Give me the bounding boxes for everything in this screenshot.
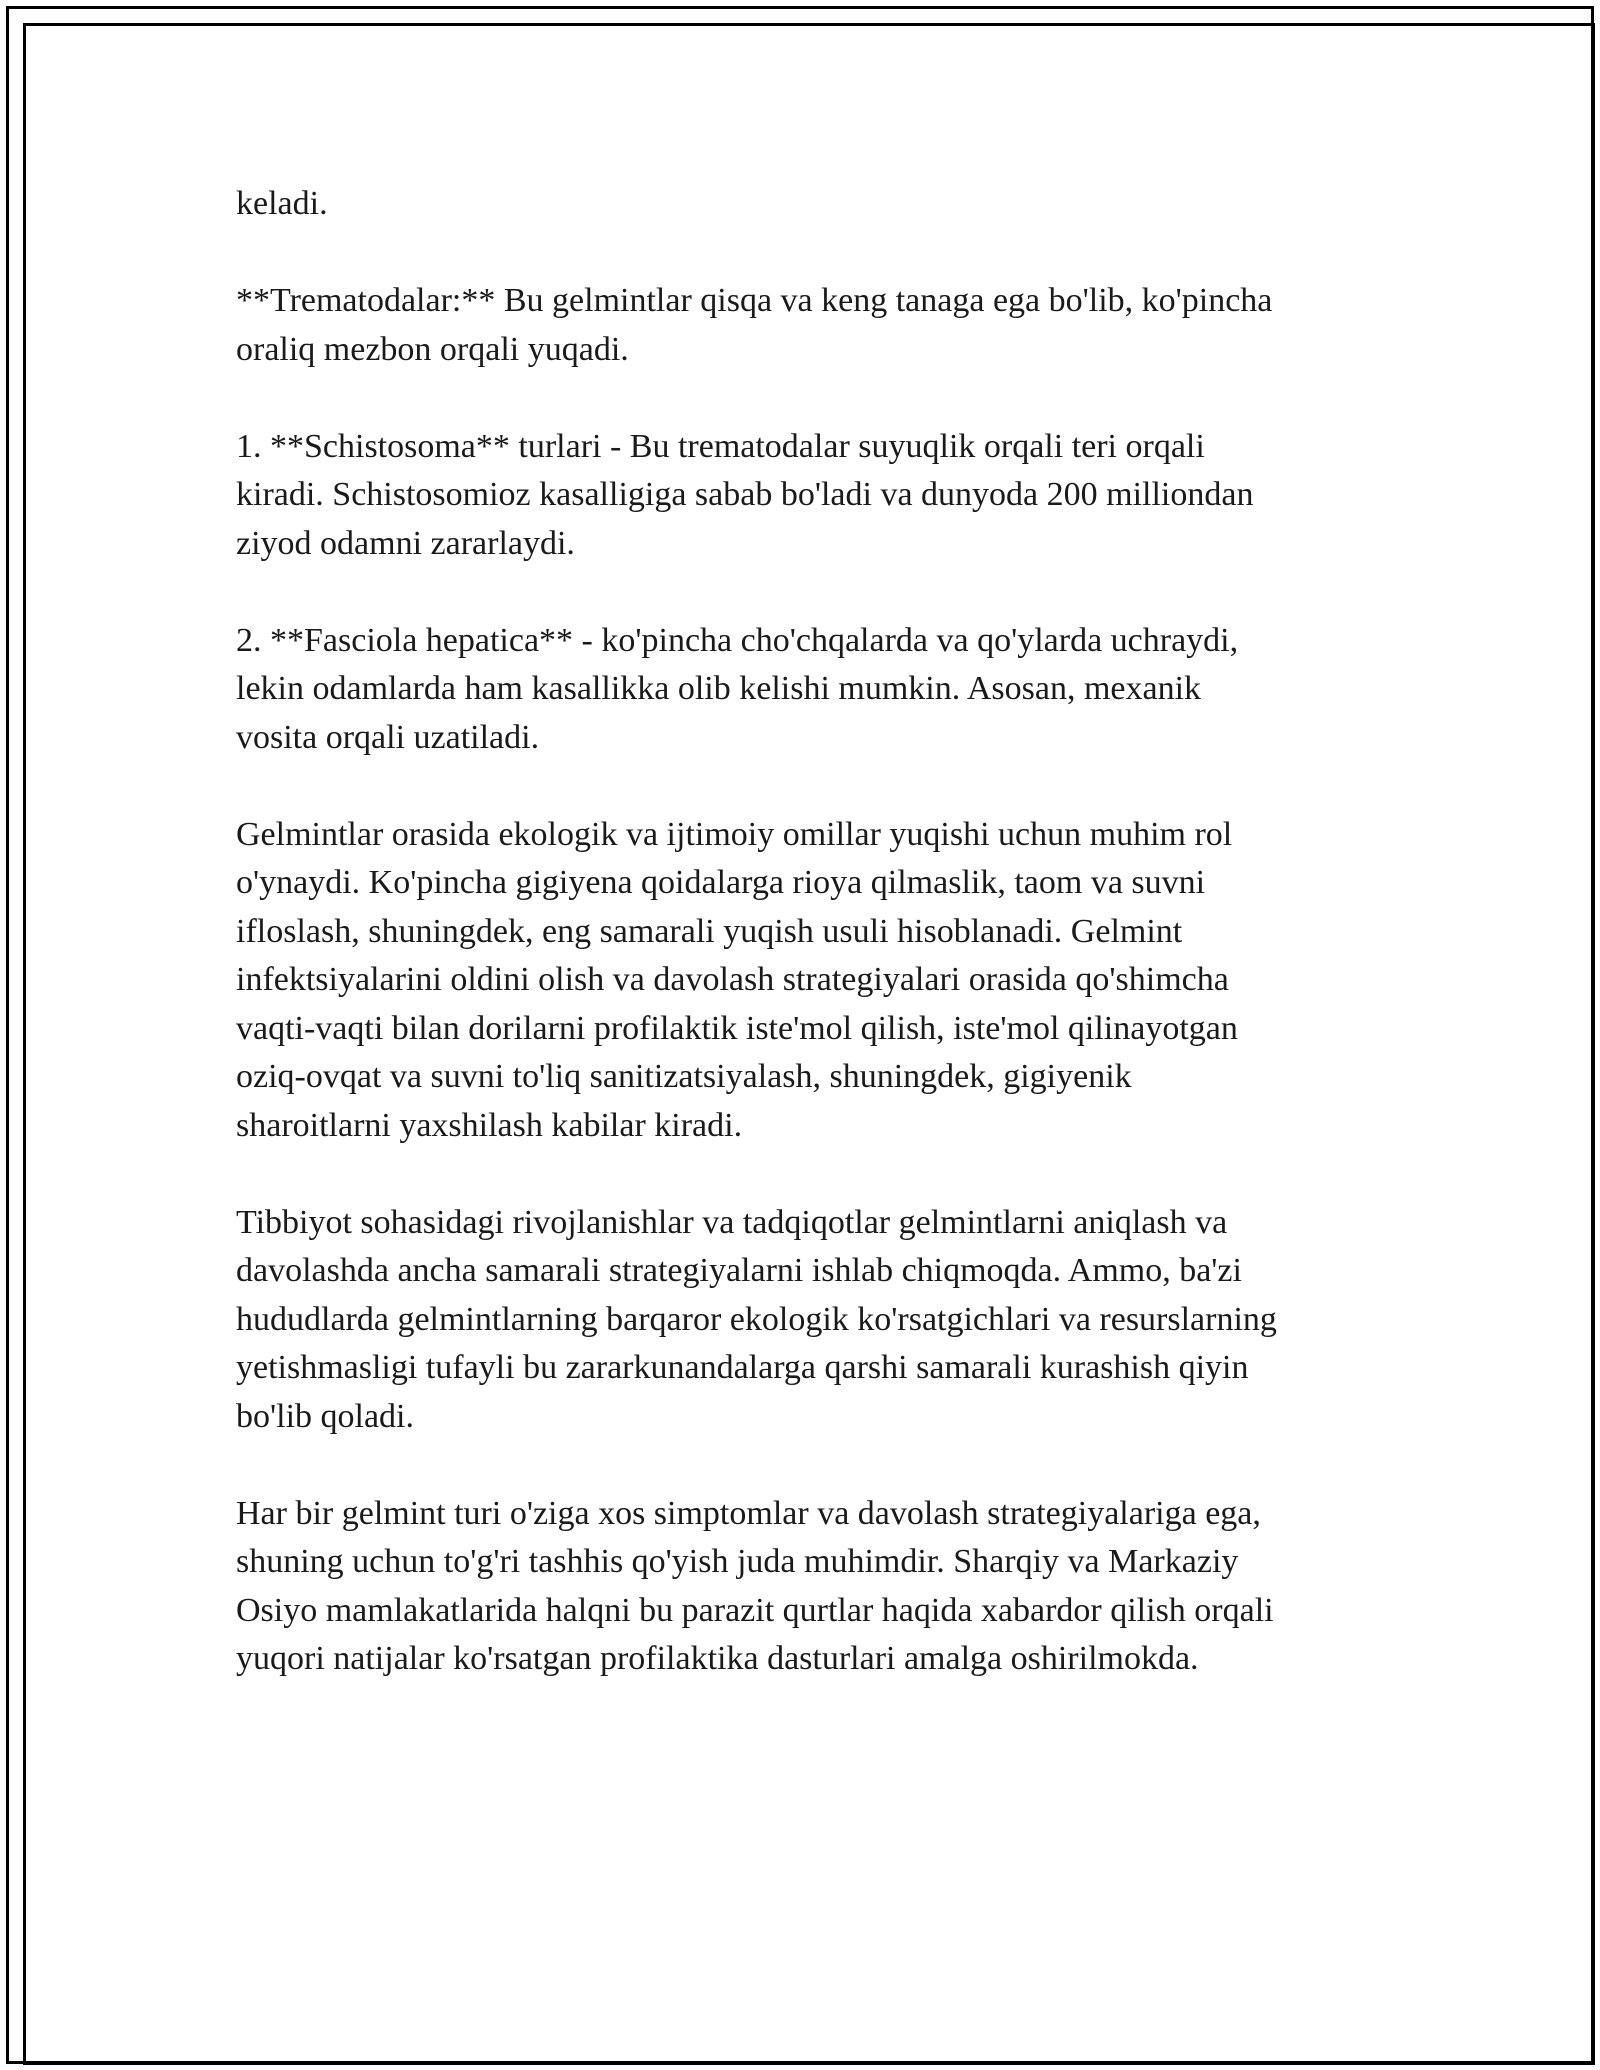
paragraph-diagnosis: Har bir gelmint turi o'ziga xos simptomlar va davolash strategiyalariga ega, shuning uchun to'g'ri tashhis qo'yish juda muhimdir. Sharqiy va Markaziy Osiyo mamlakatlarida halqni bu parazit qurtlar haqida xabardor qilish orqali yuqori natijalar ko'rsatgan profilaktika dasturlari amalga oshirilmokda.: [236, 1494, 1274, 1677]
paragraph-trematodes-intro: **Trematodalar:** Bu gelmintlar qisqa va keng tanaga ega bo'lib, ko'pincha oraliq mezbon orqali yuqadi.: [236, 282, 1273, 368]
document-body: [236, 180, 1366, 1732]
paragraph-ecological-factors: Gelmintlar orasida ekologik va ijtimoiy omillar yuqishi uchun muhim rol o'ynaydi. Ko'pincha gigiyena qoidalarga rioya qilmaslik, taom va suvni ifloslash, shuningdek, eng samarali yuqish usuli hisoblanadi. Gelmint infektsiyalarini oldini olish va davolash strategiyalari orasida qo'shimcha vaqti-vaqti bilan dorilarni profilaktik iste'mol qilish, iste'mol qilinayotgan oziq-ovqat va suvni to'liq sanitizatsiyalash, shuningdek, gigiyenik sharoitlarni yaxshilash kabilar kiradi.: [236, 815, 1238, 1144]
list-item-fasciola: 2. **Fasciola hepatica** - ko'pincha cho'chqalarda va qo'ylarda uchraydi, lekin odamlarda ham kasallikka olib kelishi mumkin. Asosan, mexanik vosita orqali uzatiladi.: [236, 621, 1239, 756]
paragraph-medical-research: Tibbiyot sohasidagi rivojlanishlar va tadqiqotlar gelmintlarni aniqlash va davolashda ancha samarali strategiyalarni ishlab chiqmoqda. Ammo, ba'zi hududlarda gelmintlarning barqaror ekologik ko'rsatgichlari va resurslarning yetishmasligi tufayli bu zararkunandalarga qarshi samarali kurashish qiyin bo'lib qoladi.: [236, 1203, 1277, 1435]
list-item-schistosoma: 1. **Schistosoma** turlari - Bu trematodalar suyuqlik orqali teri orqali kiradi. Schistosomioz kasalligiga sabab bo'ladi va dunyoda 200 milliondan ziyod odamni zararlaydi.: [236, 427, 1254, 562]
paragraph-continuation: keladi.: [236, 185, 328, 222]
